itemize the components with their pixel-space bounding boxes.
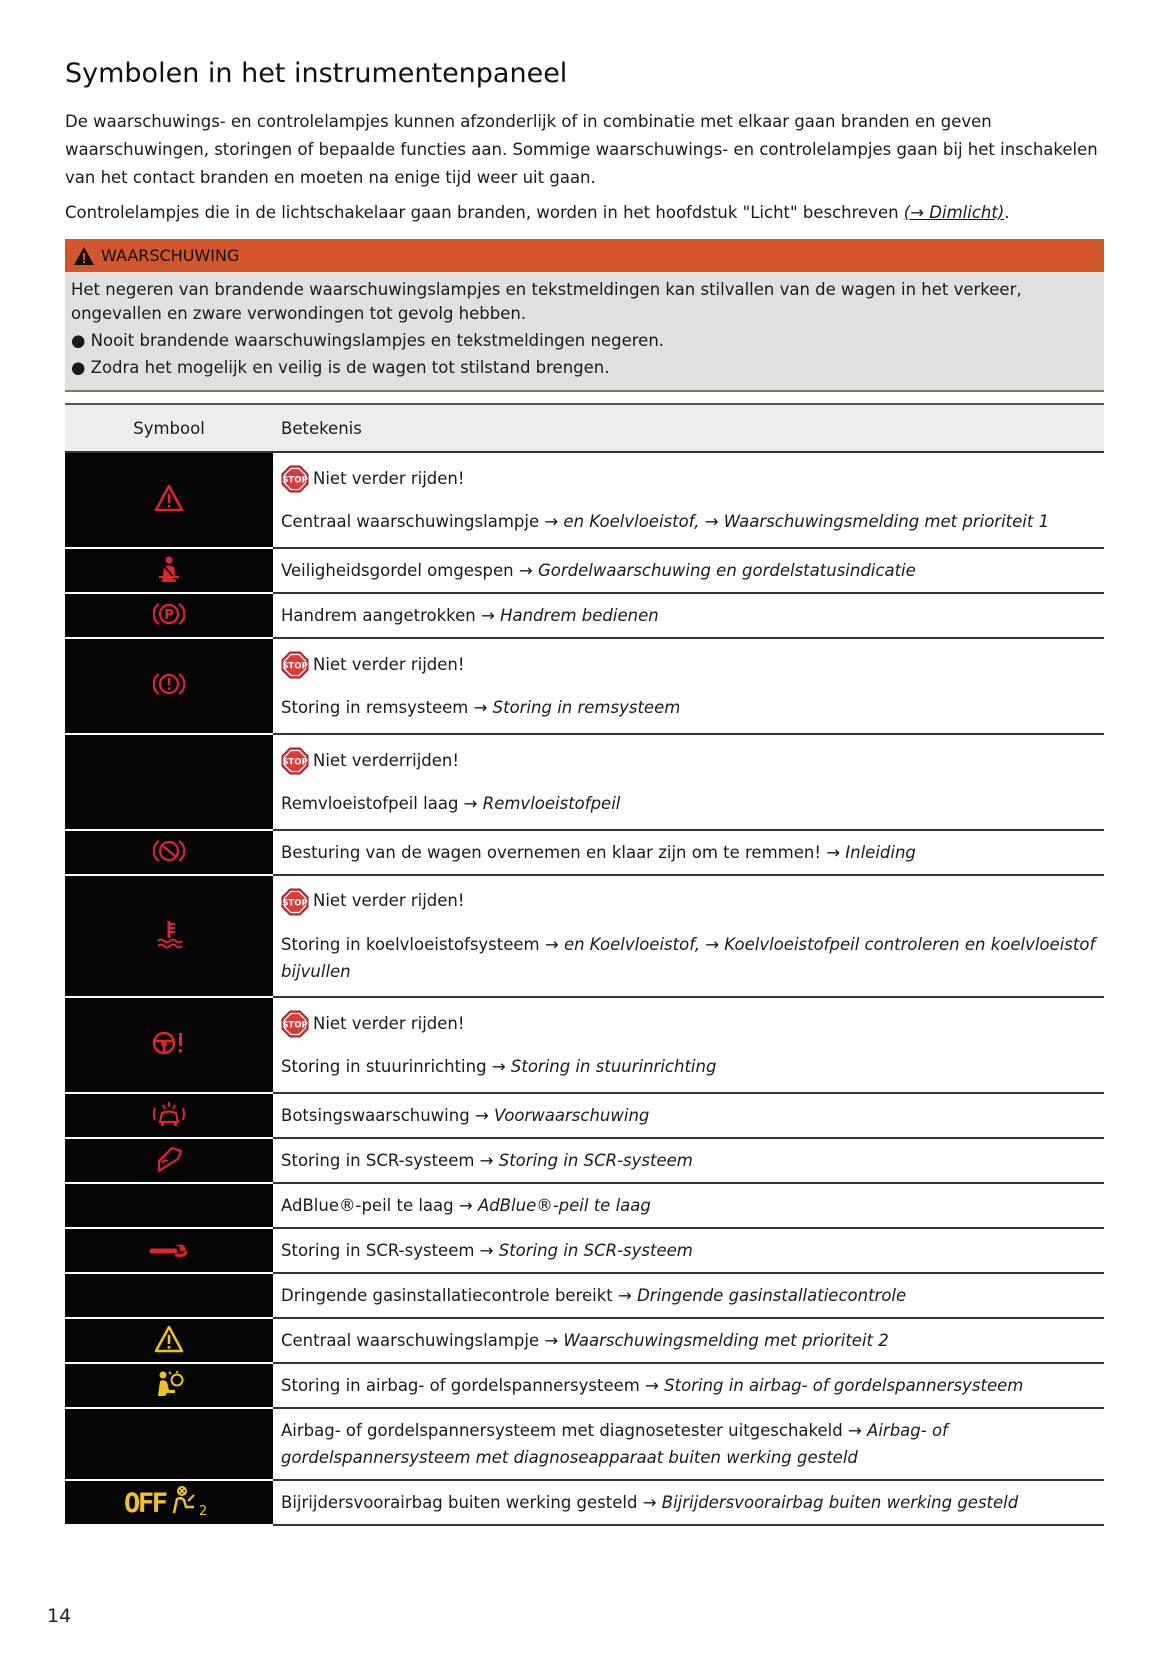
meaning-cell	[273, 1228, 1104, 1273]
symbol-cell	[65, 997, 273, 1093]
warning-header	[65, 239, 1104, 272]
reference-link[interactable]: → Airbag- of gordelspannersysteem met diagnoseapparaat buiten werking gesteld	[281, 1421, 948, 1467]
table-header-row	[65, 404, 1104, 452]
reference-link[interactable]: → Voorwaarschuwing	[474, 1106, 650, 1125]
stop-icon	[281, 651, 309, 679]
col-header-symbol: Symbool	[65, 404, 273, 452]
meaning-text: Veiligheidsgordel omgespen	[281, 561, 519, 580]
table-row	[65, 1408, 1104, 1480]
stop-line	[281, 651, 1096, 680]
svg-text:STOP: STOP	[282, 1020, 308, 1031]
warning-body	[65, 272, 1104, 392]
brake-takeover-icon	[153, 838, 185, 864]
table-row	[65, 1480, 1104, 1525]
svg-text:STOP: STOP	[282, 757, 308, 768]
warning-bullet: ● Zodra het mogelijk en veilig is de wagen tot stilstand brengen.	[71, 358, 610, 377]
meaning-cell	[273, 638, 1104, 734]
warning-triangle-icon	[73, 246, 95, 266]
table-row	[65, 452, 1104, 548]
intro-paragraph-2	[65, 199, 1104, 227]
wrench-icon	[149, 1239, 189, 1259]
airbag-icon	[154, 1370, 184, 1398]
meaning-text: Besturing van de wagen overnemen en klaar zijn om te remmen!	[281, 843, 827, 862]
table-row	[65, 1093, 1104, 1138]
reference-link[interactable]: → en Koelvloeistof, → Waarschuwingsmelding met prioriteit 1	[544, 512, 1050, 532]
parking-brake-icon	[153, 601, 185, 627]
stop-line	[281, 1010, 1096, 1039]
meaning-cell	[273, 1318, 1104, 1363]
table-row	[65, 875, 1104, 997]
meaning-cell	[273, 1363, 1104, 1408]
col-header-meaning: Betekenis	[273, 404, 1104, 452]
meaning-cell	[273, 830, 1104, 875]
warning-triangle-yellow-icon	[154, 1325, 184, 1353]
symbol-cell	[65, 452, 273, 548]
symbol-cell	[65, 1273, 273, 1318]
reference-link[interactable]: → en Koelvloeistof, → Koelvloeistofpeil controleren en koelvloeistof bijvullen	[281, 934, 1096, 981]
seatbelt-icon	[156, 555, 182, 583]
meaning-text: Storing in SCR-systeem	[281, 1241, 480, 1260]
reference-link[interactable]: → Bijrijdersvoorairbag buiten werking gesteld	[642, 1493, 1019, 1512]
stop-icon	[281, 465, 309, 493]
table-row	[65, 1183, 1104, 1228]
scr-adblue-icon	[154, 1145, 184, 1173]
meaning-text: Bijrijdersvoorairbag buiten werking gesteld	[281, 1493, 643, 1512]
symbol-cell	[65, 1093, 273, 1138]
symbols-table	[65, 403, 1104, 1526]
meaning-text: AdBlue®-peil te laag	[281, 1196, 459, 1215]
meaning-cell	[273, 875, 1104, 997]
stop-icon	[281, 747, 309, 775]
meaning-text: Dringende gasinstallatiecontrole bereikt	[281, 1286, 619, 1305]
meaning-cell	[273, 1480, 1104, 1525]
page-number: 14	[47, 1605, 72, 1627]
symbol-cell	[65, 734, 273, 830]
table-row	[65, 830, 1104, 875]
symbol-cell	[65, 1363, 273, 1408]
warning-text: Het negeren van brandende waarschuwingslampjes en tekstmeldingen kan stilvallen van de wagen in het verkeer, ongevallen en zware verwondingen tot gevolg hebben.	[71, 280, 1022, 323]
meaning-text: Airbag- of gordelspannersysteem met diagnosetester uitgeschakeld	[281, 1421, 848, 1440]
meaning-cell	[273, 1408, 1104, 1480]
reference-link[interactable]: → Storing in remsysteem	[473, 698, 681, 718]
stop-icon	[281, 888, 309, 916]
meaning-cell	[273, 997, 1104, 1093]
table-row	[65, 1318, 1104, 1363]
meaning-text: Botsingswaarschuwing	[281, 1106, 475, 1125]
warning-bullet: ● Nooit brandende waarschuwingslampjes en tekstmeldingen negeren.	[71, 331, 665, 350]
symbol-cell	[65, 1480, 273, 1525]
svg-text:STOP: STOP	[282, 661, 308, 672]
meaning-text: Centraal waarschuwingslampje	[281, 1331, 545, 1350]
reference-link[interactable]: → Storing in SCR-systeem	[479, 1241, 693, 1260]
symbol-cell	[65, 1408, 273, 1480]
collision-warning-icon	[151, 1100, 187, 1128]
reference-link[interactable]: → AdBlue®-peil te laag	[458, 1196, 651, 1215]
symbol-cell	[65, 548, 273, 593]
svg-text:OFF: OFF	[124, 1487, 168, 1517]
symbol-cell	[65, 875, 273, 997]
symbol-cell	[65, 1183, 273, 1228]
meaning-text: Storing in koelvloeistofsysteem	[281, 934, 545, 954]
stop-line	[281, 465, 1096, 494]
table-row	[65, 734, 1104, 830]
svg-text:2: 2	[199, 1503, 208, 1517]
meaning-cell	[273, 1183, 1104, 1228]
reference-link[interactable]: → Storing in stuurinrichting	[491, 1057, 717, 1077]
stop-text: Niet verder rijden!	[313, 891, 465, 911]
stop-text: Niet verder rijden!	[313, 1013, 465, 1033]
table-row	[65, 1228, 1104, 1273]
warning-triangle-red-icon	[154, 484, 184, 512]
meaning-cell	[273, 734, 1104, 830]
stop-icon	[281, 1010, 309, 1038]
reference-link[interactable]: → Dringende gasinstallatiecontrole	[618, 1286, 907, 1305]
steering-fault-icon	[151, 1030, 187, 1056]
symbol-cell	[65, 638, 273, 734]
symbol-cell	[65, 1138, 273, 1183]
meaning-text: Remvloeistofpeil laag	[281, 794, 464, 814]
meaning-cell	[273, 1138, 1104, 1183]
symbol-cell	[65, 1318, 273, 1363]
reference-link[interactable]: → Remvloeistofpeil	[463, 794, 621, 814]
stop-line	[281, 747, 1096, 776]
intro2-end: .	[1004, 203, 1010, 222]
meaning-text: Storing in remsysteem	[281, 698, 474, 718]
reference-link[interactable]: → Inleiding	[826, 843, 916, 862]
reference-link[interactable]: → Waarschuwingsmelding met prioriteit 2	[544, 1331, 889, 1350]
meaning-cell	[273, 1273, 1104, 1318]
meaning-cell	[273, 452, 1104, 548]
stop-line	[281, 887, 1096, 916]
stop-text: Niet verder rijden!	[313, 654, 465, 674]
brake-fault-icon	[153, 671, 185, 697]
symbol-cell	[65, 593, 273, 638]
coolant-icon	[155, 919, 183, 949]
meaning-text: Handrem aangetrokken	[281, 606, 482, 625]
table-row	[65, 638, 1104, 734]
passenger-airbag-off-icon	[124, 1485, 214, 1517]
reference-link[interactable]: → Storing in airbag- of gordelspannersysteem	[645, 1376, 1024, 1395]
meaning-text: Storing in airbag- of gordelspannersysteem	[281, 1376, 646, 1395]
warning-label: WAARSCHUWING	[101, 246, 240, 265]
table-row	[65, 997, 1104, 1093]
table-row	[65, 548, 1104, 593]
meaning-cell	[273, 593, 1104, 638]
table-row	[65, 1138, 1104, 1183]
symbol-cell	[65, 830, 273, 875]
intro-paragraph: De waarschuwings- en controlelampjes kunnen afzonderlijk of in combinatie met elkaar gaan branden en geven waarschuwingen, storingen of bepaalde functies aan. Sommige waarschuwings- en controlelampjes gaan bij het inschakelen van het contact branden en moeten na enige tijd weer uit gaan.	[65, 112, 1098, 187]
stop-text: Niet verderrijden!	[313, 750, 459, 770]
stop-text: Niet verder rijden!	[313, 468, 465, 488]
meaning-cell	[273, 548, 1104, 593]
dimlicht-link[interactable]: (→ Dimlicht)	[903, 203, 1005, 222]
intro2-text: Controlelampjes die in de lichtschakelaar gaan branden, worden in het hoofdstuk "Licht" beschreven	[65, 203, 904, 222]
table-row	[65, 1363, 1104, 1408]
meaning-text: Storing in stuurinrichting	[281, 1057, 492, 1077]
svg-text:P: P	[164, 607, 174, 623]
svg-text:STOP: STOP	[282, 475, 308, 486]
table-row	[65, 593, 1104, 638]
svg-text:STOP: STOP	[282, 898, 308, 909]
page-title: Symbolen in het instrumentenpaneel	[65, 58, 568, 89]
table-row	[65, 1273, 1104, 1318]
meaning-cell	[273, 1093, 1104, 1138]
reference-link[interactable]: → Gordelwaarschuwing en gordelstatusindicatie	[518, 561, 916, 580]
reference-link[interactable]: → Handrem bedienen	[481, 606, 659, 625]
meaning-text: Centraal waarschuwingslampje	[281, 512, 545, 532]
symbol-cell	[65, 1228, 273, 1273]
reference-link[interactable]: → Storing in SCR-systeem	[479, 1151, 693, 1170]
meaning-text: Storing in SCR-systeem	[281, 1151, 480, 1170]
